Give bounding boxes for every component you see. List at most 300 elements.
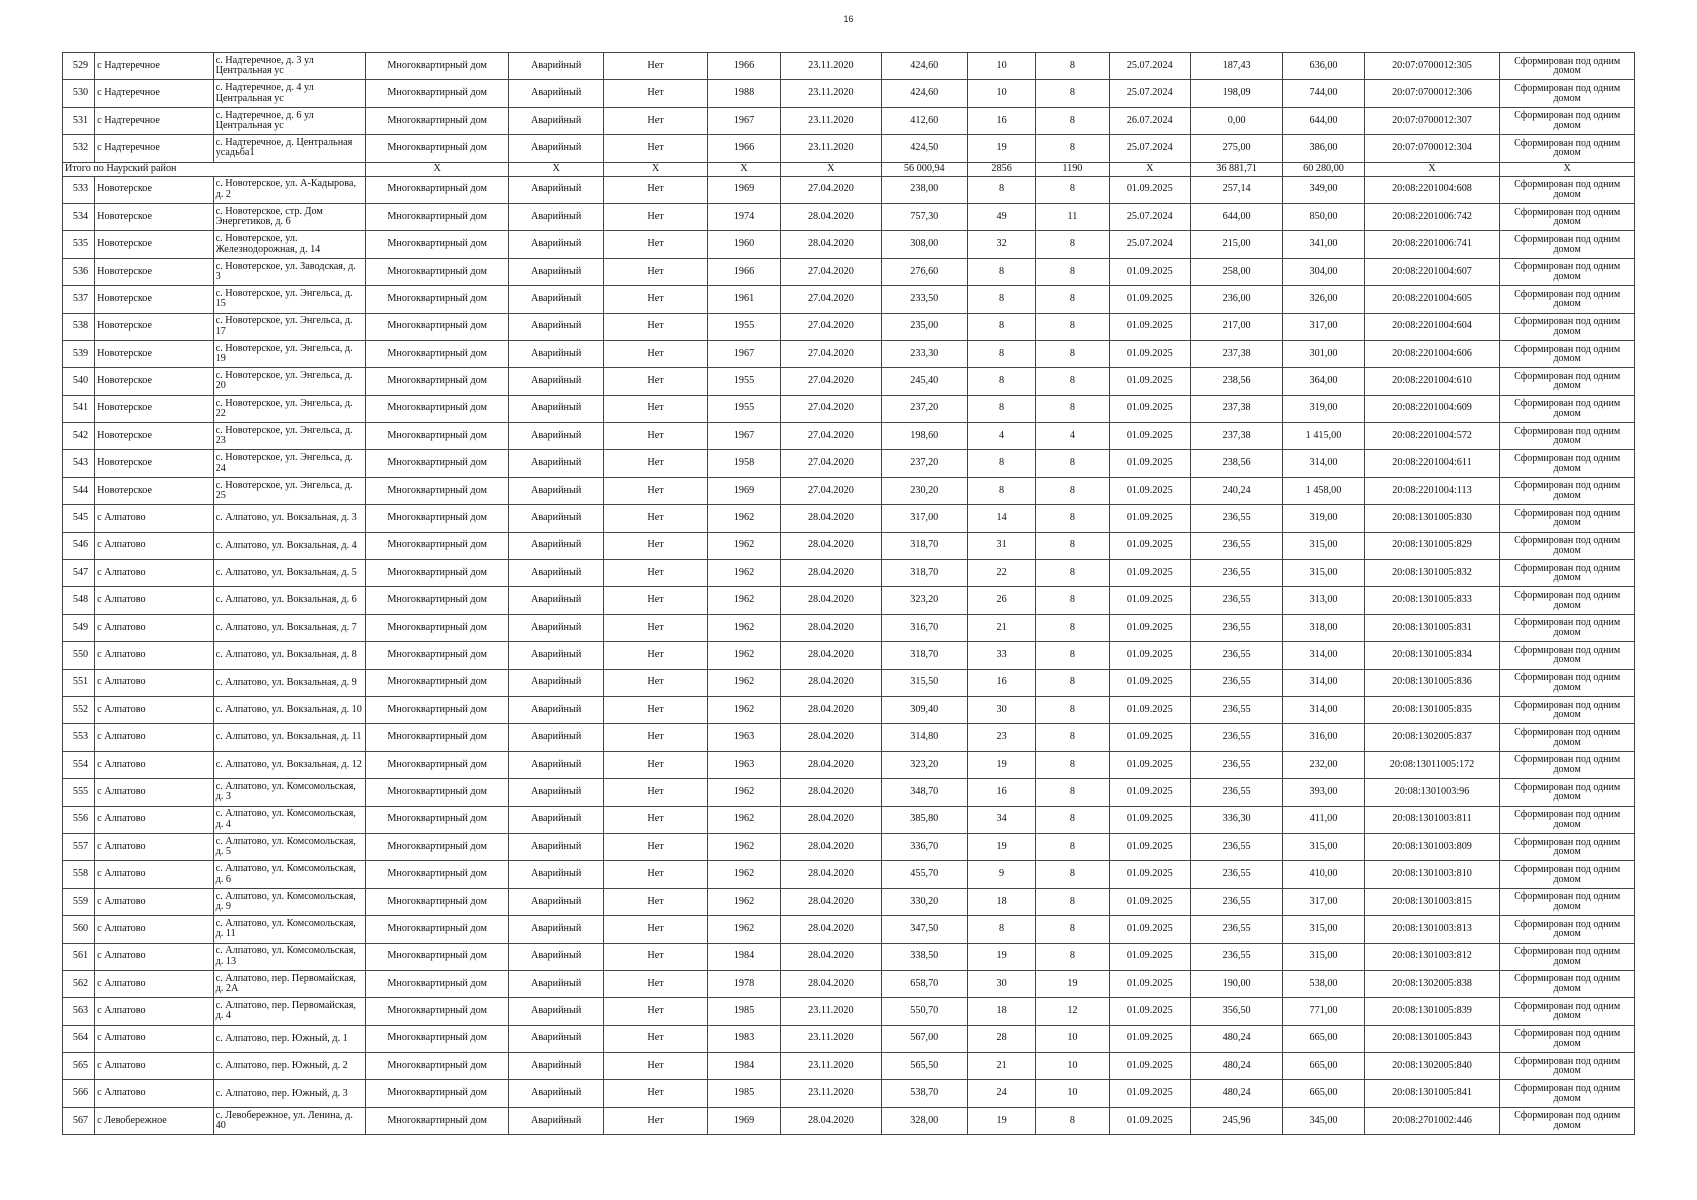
condition-cell: Аварийный: [508, 203, 603, 230]
deadline-cell: 25.07.2024: [1109, 203, 1190, 230]
area-cell: 567,00: [881, 1025, 967, 1052]
settlement-cell: с Алпатово: [95, 1080, 214, 1107]
status-cell: Сформирован под одним домом: [1500, 833, 1635, 860]
cadastral-number-cell: 20:08:1301005:841: [1364, 1080, 1500, 1107]
row-number: 540: [63, 368, 95, 395]
deadline-cell: 01.09.2025: [1109, 587, 1190, 614]
cost1-cell: 644,00: [1190, 203, 1282, 230]
flag-cell: Нет: [604, 724, 707, 751]
flag-cell: Нет: [604, 176, 707, 203]
date-cell: 27.04.2020: [781, 450, 881, 477]
units-cell: 8: [1036, 751, 1109, 778]
address-cell: с. Новотерское, ул. Энгельса, д. 23: [213, 423, 366, 450]
area-cell: 276,60: [881, 258, 967, 285]
year-cell: 1967: [707, 340, 780, 367]
units-cell: 8: [1036, 696, 1109, 723]
units-cell: 8: [1036, 340, 1109, 367]
residents-cell: 19: [967, 1107, 1035, 1134]
status-cell: Сформирован под одним домом: [1500, 80, 1635, 107]
date-cell: 28.04.2020: [781, 779, 881, 806]
cost1-cell: 258,00: [1190, 258, 1282, 285]
table-row: [63, 970, 1635, 997]
year-cell: 1978: [707, 970, 780, 997]
deadline-cell: 01.09.2025: [1109, 1080, 1190, 1107]
address-cell: с. Алпатово, ул. Вокзальная, д. 4: [213, 532, 366, 559]
area-cell: 455,70: [881, 861, 967, 888]
address-cell: с. Новотерское, ул. Железнодорожная, д. 14: [213, 231, 366, 258]
units-cell: 19: [1036, 970, 1109, 997]
table-row: [63, 916, 1635, 943]
status-cell: Сформирован под одним домом: [1500, 560, 1635, 587]
area-cell: 565,50: [881, 1053, 967, 1080]
status-cell: Сформирован под одним домом: [1500, 587, 1635, 614]
cadastral-number-cell: 20:08:1301005:834: [1364, 642, 1500, 669]
deadline-cell: 25.07.2024: [1109, 53, 1190, 80]
units-cell: 8: [1036, 532, 1109, 559]
table-row: [63, 724, 1635, 751]
area-cell: 424,60: [881, 53, 967, 80]
table-row: [63, 779, 1635, 806]
table-row: [63, 861, 1635, 888]
residents-cell: 8: [967, 395, 1035, 422]
address-cell: с. Алпатово, ул. Комсомольская, д. 13: [213, 943, 366, 970]
condition-cell: Аварийный: [508, 696, 603, 723]
condition-cell: Аварийный: [508, 724, 603, 751]
table-row: [63, 80, 1635, 107]
condition-cell: Аварийный: [508, 970, 603, 997]
condition-cell: Аварийный: [508, 888, 603, 915]
house-type-cell: Многоквартирный дом: [366, 888, 509, 915]
settlement-cell: с Алпатово: [95, 943, 214, 970]
table-row: [63, 395, 1635, 422]
table-row: [63, 313, 1635, 340]
row-number: 564: [63, 1025, 95, 1052]
status-cell: Сформирован под одним домом: [1500, 505, 1635, 532]
residents-cell: 9: [967, 861, 1035, 888]
date-cell: 28.04.2020: [781, 560, 881, 587]
address-cell: с. Алпатово, пер. Первомайская, д. 4: [213, 998, 366, 1025]
settlement-cell: Новотерское: [95, 176, 214, 203]
cost1-cell: 257,14: [1190, 176, 1282, 203]
cadastral-number-cell: 20:08:2201006:741: [1364, 231, 1500, 258]
address-cell: с. Алпатово, ул. Комсомольская, д. 3: [213, 779, 366, 806]
date-cell: 28.04.2020: [781, 861, 881, 888]
row-number: 539: [63, 340, 95, 367]
residents-cell: 10: [967, 53, 1035, 80]
units-cell: 8: [1036, 1107, 1109, 1134]
cost2-cell: 313,00: [1283, 587, 1364, 614]
year-cell: 1985: [707, 1080, 780, 1107]
cost2-cell: 317,00: [1283, 888, 1364, 915]
address-cell: с. Левобережное, ул. Ленина, д. 40: [213, 1107, 366, 1134]
cost1-cell: 187,43: [1190, 53, 1282, 80]
deadline-cell: 25.07.2024: [1109, 231, 1190, 258]
cost2-cell: 410,00: [1283, 861, 1364, 888]
year-cell: 1962: [707, 669, 780, 696]
house-type-cell: Многоквартирный дом: [366, 779, 509, 806]
area-cell: 318,70: [881, 532, 967, 559]
address-cell: с. Новотерское, ул. Энгельса, д. 24: [213, 450, 366, 477]
units-cell: 8: [1036, 560, 1109, 587]
deadline-cell: 01.09.2025: [1109, 916, 1190, 943]
date-cell: 23.11.2020: [781, 1025, 881, 1052]
house-type-cell: Многоквартирный дом: [366, 998, 509, 1025]
row-number: 562: [63, 970, 95, 997]
area-cell: 338,50: [881, 943, 967, 970]
cost1-cell: 236,55: [1190, 833, 1282, 860]
residents-cell: 28: [967, 1025, 1035, 1052]
house-type-cell: Многоквартирный дом: [366, 395, 509, 422]
address-cell: с. Алпатово, ул. Вокзальная, д. 7: [213, 614, 366, 641]
house-type-cell: Многоквартирный дом: [366, 587, 509, 614]
condition-cell: Аварийный: [508, 614, 603, 641]
units-cell: 8: [1036, 861, 1109, 888]
settlement-cell: Новотерское: [95, 423, 214, 450]
row-number: 529: [63, 53, 95, 80]
status-cell: Сформирован под одним домом: [1500, 368, 1635, 395]
cadastral-number-cell: 20:07:0700012:304: [1364, 135, 1500, 162]
year-cell: 1955: [707, 368, 780, 395]
cost2-cell: 314,00: [1283, 450, 1364, 477]
flag-cell: Нет: [604, 888, 707, 915]
row-number: 551: [63, 669, 95, 696]
flag-cell: Нет: [604, 313, 707, 340]
status-cell: Сформирован под одним домом: [1500, 669, 1635, 696]
flag-cell: Нет: [604, 806, 707, 833]
flag-cell: Нет: [604, 1107, 707, 1134]
cost1-cell: 236,55: [1190, 943, 1282, 970]
residents-cell: 30: [967, 696, 1035, 723]
address-cell: с. Новотерское, ул. Энгельса, д. 20: [213, 368, 366, 395]
condition-cell: Аварийный: [508, 231, 603, 258]
date-cell: 27.04.2020: [781, 395, 881, 422]
cost1-cell: 198,09: [1190, 80, 1282, 107]
settlement-cell: Новотерское: [95, 258, 214, 285]
status-cell: Сформирован под одним домом: [1500, 724, 1635, 751]
area-cell: 412,60: [881, 107, 967, 134]
units-cell: 8: [1036, 916, 1109, 943]
cost2-cell: 315,00: [1283, 532, 1364, 559]
year-cell: 1984: [707, 1053, 780, 1080]
area-cell: 328,00: [881, 1107, 967, 1134]
settlement-cell: с Алпатово: [95, 560, 214, 587]
row-number: 531: [63, 107, 95, 134]
settlement-cell: с Алпатово: [95, 861, 214, 888]
flag-cell: Нет: [604, 970, 707, 997]
deadline-cell: 01.09.2025: [1109, 560, 1190, 587]
cost1-cell: 237,38: [1190, 395, 1282, 422]
house-type-cell: Многоквартирный дом: [366, 258, 509, 285]
date-cell: 23.11.2020: [781, 107, 881, 134]
house-type-cell: Многоквартирный дом: [366, 724, 509, 751]
year-cell: 1966: [707, 53, 780, 80]
area-cell: 347,50: [881, 916, 967, 943]
row-number: 554: [63, 751, 95, 778]
address-cell: с. Новотерское, ул. Энгельса, д. 19: [213, 340, 366, 367]
deadline-cell: 01.09.2025: [1109, 286, 1190, 313]
year-cell: 1962: [707, 532, 780, 559]
year-cell: 1962: [707, 833, 780, 860]
flag-cell: Нет: [604, 450, 707, 477]
cost2-cell: 771,00: [1283, 998, 1364, 1025]
row-number: 552: [63, 696, 95, 723]
flag-cell: Нет: [604, 423, 707, 450]
date-cell: 27.04.2020: [781, 368, 881, 395]
cadastral-number-cell: 20:08:1301003:809: [1364, 833, 1500, 860]
row-number: 558: [63, 861, 95, 888]
row-number: 545: [63, 505, 95, 532]
house-type-cell: Многоквартирный дом: [366, 368, 509, 395]
year-cell: 1966: [707, 258, 780, 285]
area-cell: 323,20: [881, 751, 967, 778]
year-cell: 1963: [707, 751, 780, 778]
deadline-cell: 01.09.2025: [1109, 751, 1190, 778]
status-cell: Сформирован под одним домом: [1500, 806, 1635, 833]
status-cell: Сформирован под одним домом: [1500, 135, 1635, 162]
deadline-cell: 25.07.2024: [1109, 135, 1190, 162]
cost2-cell: 314,00: [1283, 696, 1364, 723]
units-cell: 8: [1036, 395, 1109, 422]
cost2-cell: 315,00: [1283, 833, 1364, 860]
deadline-cell: 01.09.2025: [1109, 888, 1190, 915]
cost2-cell: 349,00: [1283, 176, 1364, 203]
date-cell: 28.04.2020: [781, 231, 881, 258]
residents-cell: 33: [967, 642, 1035, 669]
settlement-cell: Новотерское: [95, 368, 214, 395]
deadline-cell: 01.09.2025: [1109, 943, 1190, 970]
status-cell: Сформирован под одним домом: [1500, 1053, 1635, 1080]
settlement-cell: с Надтеречное: [95, 135, 214, 162]
flag-cell: Нет: [604, 833, 707, 860]
deadline-cell: 01.09.2025: [1109, 368, 1190, 395]
address-cell: с. Алпатово, ул. Вокзальная, д. 8: [213, 642, 366, 669]
deadline-cell: 01.09.2025: [1109, 806, 1190, 833]
flag-cell: Нет: [604, 998, 707, 1025]
cost2-cell: 315,00: [1283, 943, 1364, 970]
table-row: [63, 587, 1635, 614]
year-cell: 1962: [707, 587, 780, 614]
cost1-cell: 236,55: [1190, 614, 1282, 641]
year-cell: 1962: [707, 614, 780, 641]
table-row: [63, 450, 1635, 477]
cost1-cell: 480,24: [1190, 1053, 1282, 1080]
row-number: 561: [63, 943, 95, 970]
status-cell: Сформирован под одним домом: [1500, 943, 1635, 970]
year-cell: 1955: [707, 313, 780, 340]
cost1-cell: 238,56: [1190, 450, 1282, 477]
status-cell: Сформирован под одним домом: [1500, 176, 1635, 203]
address-cell: с. Алпатово, ул. Комсомольская, д. 5: [213, 833, 366, 860]
settlement-cell: с Надтеречное: [95, 107, 214, 134]
deadline-cell: 01.09.2025: [1109, 1107, 1190, 1134]
row-number: 549: [63, 614, 95, 641]
house-type-cell: Многоквартирный дом: [366, 1025, 509, 1052]
area-cell: 233,30: [881, 340, 967, 367]
cadastral-number-cell: 20:08:1301005:833: [1364, 587, 1500, 614]
condition-cell: Аварийный: [508, 1107, 603, 1134]
date-cell: 27.04.2020: [781, 423, 881, 450]
condition-cell: Аварийный: [508, 340, 603, 367]
house-type-cell: Многоквартирный дом: [366, 1080, 509, 1107]
deadline-cell: 01.09.2025: [1109, 1053, 1190, 1080]
status-cell: Сформирован под одним домом: [1500, 751, 1635, 778]
deadline-cell: 01.09.2025: [1109, 340, 1190, 367]
cost1-cell: 236,55: [1190, 751, 1282, 778]
condition-cell: Аварийный: [508, 477, 603, 504]
year-cell: 1985: [707, 998, 780, 1025]
cost1-cell: 237,38: [1190, 423, 1282, 450]
condition-cell: Аварийный: [508, 998, 603, 1025]
settlement-cell: с Алпатово: [95, 505, 214, 532]
area-cell: 385,80: [881, 806, 967, 833]
address-cell: с. Новотерское, ул. Энгельса, д. 15: [213, 286, 366, 313]
flag-cell: Нет: [604, 696, 707, 723]
table-row: [63, 231, 1635, 258]
cost1-cell: 236,55: [1190, 505, 1282, 532]
house-type-cell: Многоквартирный дом: [366, 614, 509, 641]
year-cell: 1969: [707, 477, 780, 504]
status-cell: Сформирован под одним домом: [1500, 779, 1635, 806]
cadastral-number-cell: 20:08:2201004:607: [1364, 258, 1500, 285]
cost2-cell: 665,00: [1283, 1025, 1364, 1052]
house-type-cell: Многоквартирный дом: [366, 107, 509, 134]
condition-cell: Аварийный: [508, 135, 603, 162]
cost2-cell: 1 415,00: [1283, 423, 1364, 450]
condition-cell: Аварийный: [508, 423, 603, 450]
date-cell: 28.04.2020: [781, 696, 881, 723]
table-row: [63, 1025, 1635, 1052]
area-cell: 757,30: [881, 203, 967, 230]
table-row: [63, 477, 1635, 504]
address-cell: с. Алпатово, пер. Южный, д. 1: [213, 1025, 366, 1052]
table-row: [63, 669, 1635, 696]
condition-cell: Аварийный: [508, 1025, 603, 1052]
cost2-cell: 314,00: [1283, 642, 1364, 669]
cadastral-number-cell: 20:08:1301003:813: [1364, 916, 1500, 943]
units-cell: 4: [1036, 423, 1109, 450]
address-cell: с. Новотерское, ул. Энгельса, д. 25: [213, 477, 366, 504]
date-cell: 28.04.2020: [781, 943, 881, 970]
settlement-cell: с Алпатово: [95, 696, 214, 723]
settlement-cell: с Алпатово: [95, 587, 214, 614]
total-cell: X: [604, 162, 707, 176]
row-number: 567: [63, 1107, 95, 1134]
residents-cell: 8: [967, 477, 1035, 504]
deadline-cell: 01.09.2025: [1109, 477, 1190, 504]
deadline-cell: 01.09.2025: [1109, 614, 1190, 641]
status-cell: Сформирован под одним домом: [1500, 888, 1635, 915]
house-type-cell: Многоквартирный дом: [366, 286, 509, 313]
table-row: [63, 203, 1635, 230]
date-cell: 28.04.2020: [781, 916, 881, 943]
date-cell: 28.04.2020: [781, 532, 881, 559]
deadline-cell: 01.09.2025: [1109, 861, 1190, 888]
year-cell: 1960: [707, 231, 780, 258]
address-cell: с. Алпатово, ул. Вокзальная, д. 12: [213, 751, 366, 778]
units-cell: 8: [1036, 669, 1109, 696]
address-cell: с. Алпатово, пер. Первомайская, д. 2А: [213, 970, 366, 997]
row-number: 553: [63, 724, 95, 751]
row-number: 565: [63, 1053, 95, 1080]
flag-cell: Нет: [604, 107, 707, 134]
units-cell: 8: [1036, 53, 1109, 80]
condition-cell: Аварийный: [508, 779, 603, 806]
house-type-cell: Многоквартирный дом: [366, 532, 509, 559]
house-type-cell: Многоквартирный дом: [366, 53, 509, 80]
settlement-cell: с Алпатово: [95, 779, 214, 806]
date-cell: 23.11.2020: [781, 1053, 881, 1080]
table-row: [63, 1107, 1635, 1134]
table-row: [63, 1053, 1635, 1080]
cost2-cell: 1 458,00: [1283, 477, 1364, 504]
date-cell: 28.04.2020: [781, 970, 881, 997]
condition-cell: Аварийный: [508, 1080, 603, 1107]
table-row: [63, 833, 1635, 860]
cadastral-number-cell: 20:08:1301003:810: [1364, 861, 1500, 888]
table-row: [63, 135, 1635, 162]
residents-cell: 31: [967, 532, 1035, 559]
status-cell: Сформирован под одним домом: [1500, 642, 1635, 669]
address-cell: с. Надтеречное, д. 6 ул Центральная ус: [213, 107, 366, 134]
condition-cell: Аварийный: [508, 258, 603, 285]
address-cell: с. Алпатово, ул. Вокзальная, д. 10: [213, 696, 366, 723]
address-cell: с. Алпатово, пер. Южный, д. 2: [213, 1053, 366, 1080]
units-cell: 8: [1036, 80, 1109, 107]
status-cell: Сформирован под одним домом: [1500, 1025, 1635, 1052]
condition-cell: Аварийный: [508, 80, 603, 107]
cost2-cell: 326,00: [1283, 286, 1364, 313]
deadline-cell: 26.07.2024: [1109, 107, 1190, 134]
cost2-cell: 538,00: [1283, 970, 1364, 997]
deadline-cell: 01.09.2025: [1109, 176, 1190, 203]
date-cell: 28.04.2020: [781, 751, 881, 778]
row-number: 548: [63, 587, 95, 614]
residents-cell: 26: [967, 587, 1035, 614]
total-cell: X: [781, 162, 881, 176]
house-type-cell: Многоквартирный дом: [366, 80, 509, 107]
deadline-cell: 01.09.2025: [1109, 779, 1190, 806]
status-cell: Сформирован под одним домом: [1500, 998, 1635, 1025]
table-row: [63, 258, 1635, 285]
date-cell: 28.04.2020: [781, 587, 881, 614]
cost1-cell: 236,55: [1190, 916, 1282, 943]
units-cell: 8: [1036, 286, 1109, 313]
area-cell: 538,70: [881, 1080, 967, 1107]
year-cell: 1955: [707, 395, 780, 422]
residents-cell: 8: [967, 368, 1035, 395]
condition-cell: Аварийный: [508, 587, 603, 614]
cost2-cell: 319,00: [1283, 395, 1364, 422]
flag-cell: Нет: [604, 1080, 707, 1107]
date-cell: 28.04.2020: [781, 888, 881, 915]
cost2-cell: 644,00: [1283, 107, 1364, 134]
year-cell: 1974: [707, 203, 780, 230]
status-cell: Сформирован под одним домом: [1500, 286, 1635, 313]
date-cell: 27.04.2020: [781, 313, 881, 340]
condition-cell: Аварийный: [508, 1053, 603, 1080]
condition-cell: Аварийный: [508, 943, 603, 970]
year-cell: 1967: [707, 107, 780, 134]
status-cell: Сформирован под одним домом: [1500, 450, 1635, 477]
area-cell: 235,00: [881, 313, 967, 340]
flag-cell: Нет: [604, 258, 707, 285]
units-cell: 8: [1036, 450, 1109, 477]
residents-cell: 16: [967, 779, 1035, 806]
total-cost1: 36 881,71: [1190, 162, 1282, 176]
area-cell: 424,50: [881, 135, 967, 162]
date-cell: 23.11.2020: [781, 998, 881, 1025]
date-cell: 28.04.2020: [781, 806, 881, 833]
